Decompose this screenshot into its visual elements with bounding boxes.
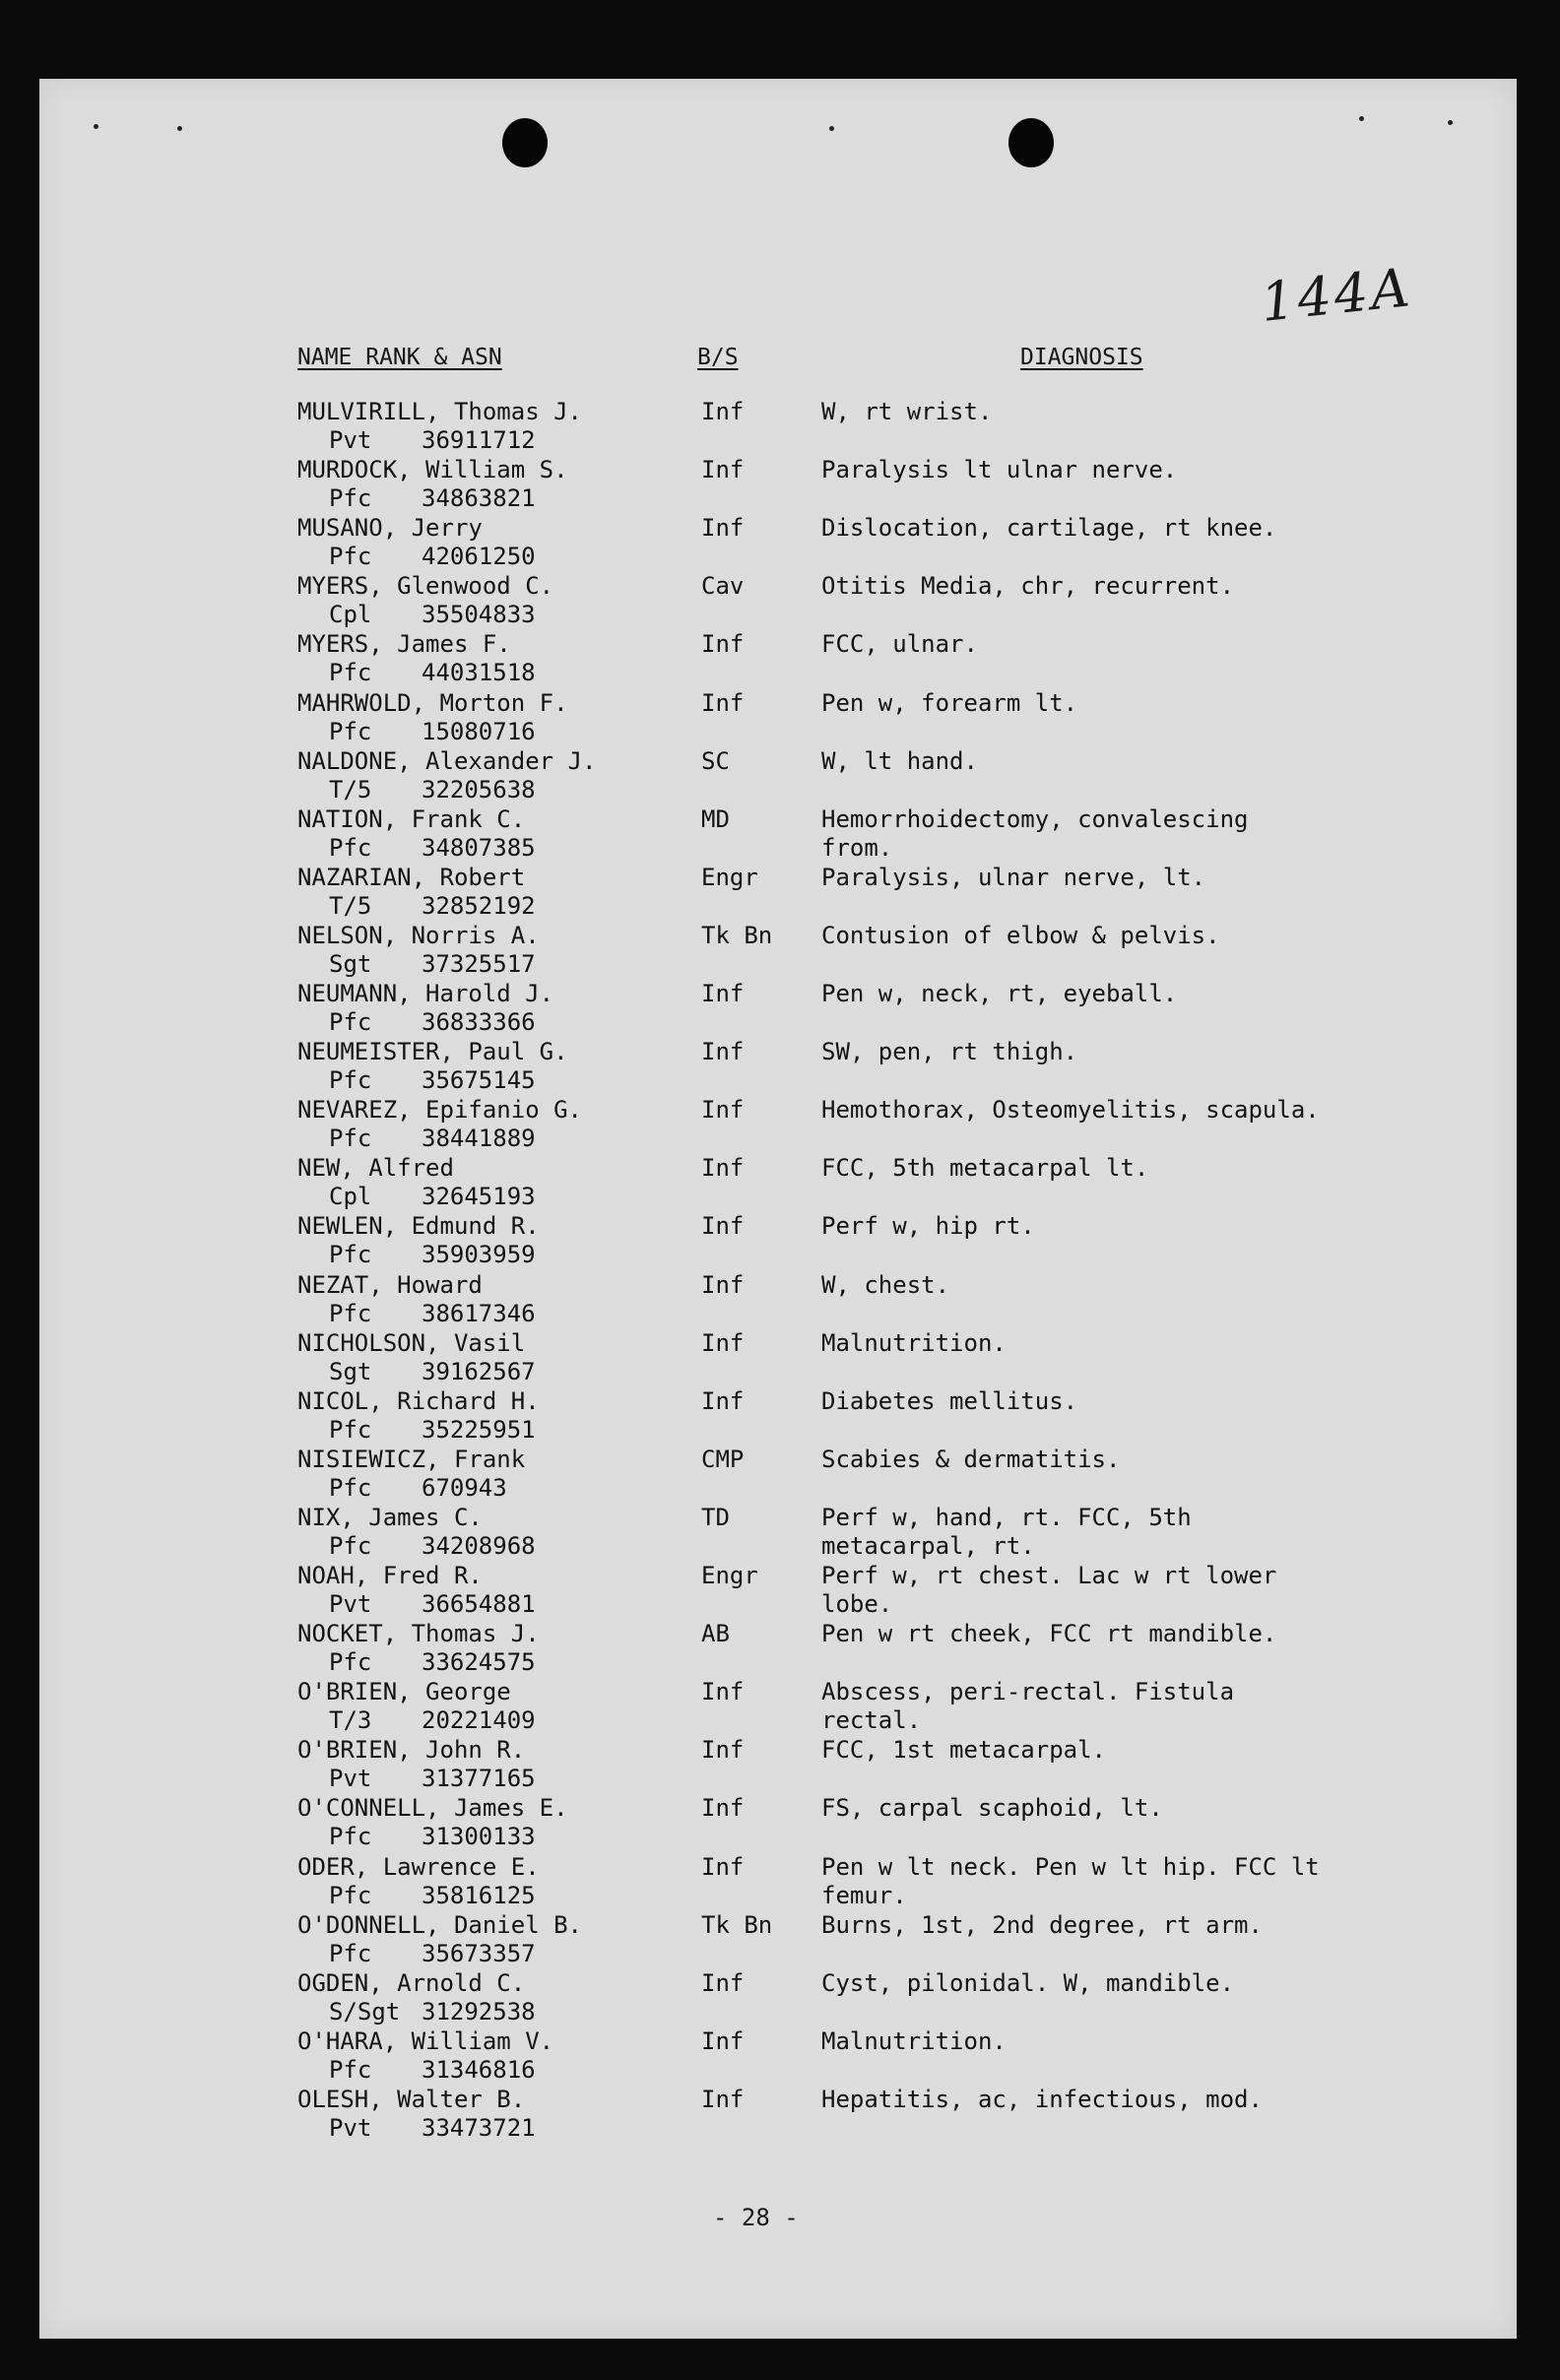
record-row (0, 1446, 1560, 1505)
record-name: NELSON, Norris A. (297, 922, 540, 949)
record-diagnosis: Contusion of elbow & pelvis. (821, 922, 1220, 949)
record-asn: 15080716 (422, 718, 536, 745)
record-row (0, 1911, 1560, 1970)
page-number: - 28 - (713, 2204, 799, 2231)
record-row (0, 1736, 1560, 1795)
record-row (0, 864, 1560, 923)
record-diagnosis: FCC, 1st metacarpal. (821, 1736, 1106, 1764)
header-name-rank-asn: NAME RANK & ASN (297, 345, 502, 370)
record-grade: Pvt (329, 2114, 372, 2142)
record-asn: 36833366 (422, 1008, 536, 1036)
record-name: NEVAREZ, Epifanio G. (297, 1096, 582, 1124)
record-branch: Inf (701, 2086, 745, 2113)
speck (94, 124, 98, 129)
record-asn: 36911712 (422, 426, 536, 454)
record-grade: Pfc (329, 1474, 372, 1502)
record-grade: Pfc (329, 1532, 372, 1560)
record-row (0, 1271, 1560, 1330)
record-diagnosis: Otitis Media, chr, recurrent. (821, 572, 1235, 600)
record-row (0, 2086, 1560, 2145)
record-asn: 33473721 (422, 2114, 536, 2142)
record-name: NAZARIAN, Robert (297, 864, 526, 891)
record-grade: Cpl (329, 1183, 372, 1210)
record-row (0, 1620, 1560, 1679)
record-diagnosis: Pen w, forearm lt. (821, 689, 1078, 717)
record-asn: 39162567 (422, 1358, 536, 1385)
record-grade: Pfc (329, 1940, 372, 1967)
record-row (0, 1562, 1560, 1621)
record-asn: 44031518 (422, 659, 536, 686)
record-diagnosis: SW, pen, rt thigh. (821, 1038, 1078, 1065)
record-row (0, 1329, 1560, 1388)
record-grade: T/3 (329, 1706, 372, 1734)
record-asn: 670943 (422, 1474, 507, 1502)
record-name: MYERS, Glenwood C. (297, 572, 554, 600)
record-name: O'DONNELL, Daniel B. (297, 1911, 582, 1939)
record-row (0, 980, 1560, 1039)
record-row (0, 922, 1560, 981)
record-asn: 38617346 (422, 1300, 536, 1327)
record-name: NICOL, Richard H. (297, 1387, 540, 1415)
record-grade: S/Sgt (329, 1998, 401, 2026)
record-name: O'CONNELL, James E. (297, 1794, 568, 1822)
record-asn: 35675145 (422, 1066, 536, 1094)
record-diagnosis: Burns, 1st, 2nd degree, rt arm. (821, 1911, 1263, 1939)
record-row (0, 630, 1560, 689)
record-branch: Inf (701, 1096, 745, 1124)
record-row (0, 1154, 1560, 1213)
record-name: OGDEN, Arnold C. (297, 1969, 526, 1997)
record-diagnosis: Hemothorax, Osteomyelitis, scapula. (821, 1096, 1320, 1124)
record-row (0, 572, 1560, 631)
record-grade: Pfc (329, 1066, 372, 1094)
record-diagnosis: FCC, ulnar. (821, 630, 978, 658)
record-diagnosis: Abscess, peri-rectal. Fistula rectal. (821, 1678, 1235, 1734)
speck (829, 126, 834, 131)
record-diagnosis: Paralysis, ulnar nerve, lt. (821, 864, 1206, 891)
record-branch: Inf (701, 1329, 745, 1357)
record-grade: Pfc (329, 1823, 372, 1850)
record-grade: Cpl (329, 601, 372, 628)
record-branch: Tk Bn (701, 1911, 773, 1939)
record-grade: Pfc (329, 484, 372, 512)
record-branch: Inf (701, 630, 745, 658)
record-name: MUSANO, Jerry (297, 514, 483, 542)
record-asn: 35816125 (422, 1882, 536, 1909)
record-row (0, 747, 1560, 806)
speck (1359, 116, 1364, 121)
record-branch: Inf (701, 398, 745, 425)
record-row (0, 689, 1560, 748)
record-asn: 42061250 (422, 543, 536, 570)
record-diagnosis: Scabies & dermatitis. (821, 1446, 1121, 1473)
punch-hole-left (502, 118, 548, 167)
record-name: NISIEWICZ, Frank (297, 1446, 526, 1473)
record-diagnosis: Pen w, neck, rt, eyeball. (821, 980, 1178, 1007)
header-diagnosis: DIAGNOSIS (1020, 345, 1143, 370)
record-row (0, 1504, 1560, 1563)
record-branch: Engr (701, 1562, 758, 1589)
record-asn: 34807385 (422, 834, 536, 862)
record-name: NEUMEISTER, Paul G. (297, 1038, 568, 1065)
record-asn: 37325517 (422, 950, 536, 978)
record-branch: MD (701, 805, 730, 833)
record-name: NEW, Alfred (297, 1154, 454, 1182)
record-grade: Pfc (329, 1648, 372, 1676)
record-grade: Pfc (329, 718, 372, 745)
record-diagnosis: Perf w, rt chest. Lac w rt lower lobe. (821, 1562, 1277, 1618)
record-diagnosis: Diabetes mellitus. (821, 1387, 1078, 1415)
record-grade: Pfc (329, 834, 372, 862)
record-branch: Inf (701, 1271, 745, 1299)
record-branch: TD (701, 1504, 730, 1531)
record-row (0, 1038, 1560, 1097)
record-asn: 31346816 (422, 2056, 536, 2084)
record-diagnosis: Pen w rt cheek, FCC rt mandible. (821, 1620, 1277, 1647)
record-asn: 20221409 (422, 1706, 536, 1734)
record-branch: Engr (701, 864, 758, 891)
record-grade: Pvt (329, 1590, 372, 1618)
record-asn: 32205638 (422, 776, 536, 804)
record-diagnosis: W, chest. (821, 1271, 950, 1299)
record-asn: 35225951 (422, 1416, 536, 1444)
record-branch: Inf (701, 2027, 745, 2055)
record-diagnosis: Hepatitis, ac, infectious, mod. (821, 2086, 1263, 2113)
header-branch: B/S (697, 345, 739, 370)
record-diagnosis: Paralysis lt ulnar nerve. (821, 456, 1178, 483)
record-branch: Inf (701, 1387, 745, 1415)
record-grade: Pfc (329, 1125, 372, 1152)
record-grade: Pfc (329, 1008, 372, 1036)
record-branch: Inf (701, 1794, 745, 1822)
speck (1448, 120, 1453, 125)
record-grade: Sgt (329, 1358, 372, 1385)
record-branch: Tk Bn (701, 922, 773, 949)
record-diagnosis: Perf w, hip rt. (821, 1212, 1035, 1240)
speck (177, 126, 182, 131)
record-name: MURDOCK, William S. (297, 456, 568, 483)
record-name: NEZAT, Howard (297, 1271, 483, 1299)
record-asn: 35673357 (422, 1940, 536, 1967)
record-name: NOAH, Fred R. (297, 1562, 483, 1589)
record-grade: T/5 (329, 892, 372, 920)
record-diagnosis: Hemorrhoidectomy, convalescing from. (821, 805, 1249, 862)
record-grade: Pfc (329, 659, 372, 686)
record-name: NATION, Frank C. (297, 805, 526, 833)
record-name: MAHRWOLD, Morton F. (297, 689, 568, 717)
record-grade: T/5 (329, 776, 372, 804)
record-asn: 31300133 (422, 1823, 536, 1850)
record-branch: Inf (701, 689, 745, 717)
record-asn: 34208968 (422, 1532, 536, 1560)
record-diagnosis: Pen w lt neck. Pen w lt hip. FCC lt femur. (821, 1853, 1320, 1909)
record-row (0, 456, 1560, 515)
punch-hole-right (1008, 118, 1054, 167)
record-asn: 32645193 (422, 1183, 536, 1210)
record-row (0, 1096, 1560, 1155)
record-branch: Inf (701, 980, 745, 1007)
record-grade: Pfc (329, 1300, 372, 1327)
record-asn: 35504833 (422, 601, 536, 628)
record-grade: Pfc (329, 543, 372, 570)
record-row (0, 514, 1560, 573)
record-grade: Pfc (329, 1241, 372, 1268)
record-name: NEWLEN, Edmund R. (297, 1212, 540, 1240)
record-branch: Cav (701, 572, 745, 600)
record-name: NOCKET, Thomas J. (297, 1620, 540, 1647)
record-row (0, 1969, 1560, 2028)
record-name: O'BRIEN, John R. (297, 1736, 526, 1764)
record-branch: Inf (701, 1212, 745, 1240)
record-grade: Sgt (329, 950, 372, 978)
record-asn: 34863821 (422, 484, 536, 512)
record-row (0, 1212, 1560, 1271)
record-asn: 38441889 (422, 1125, 536, 1152)
record-name: MYERS, James F. (297, 630, 511, 658)
record-row (0, 805, 1560, 865)
record-grade: Pvt (329, 1765, 372, 1792)
record-name: NIX, James C. (297, 1504, 483, 1531)
record-asn: 35903959 (422, 1241, 536, 1268)
record-branch: SC (701, 747, 730, 775)
record-name: NEUMANN, Harold J. (297, 980, 554, 1007)
record-asn: 31377165 (422, 1765, 536, 1792)
record-branch: CMP (701, 1446, 745, 1473)
record-branch: Inf (701, 456, 745, 483)
record-branch: Inf (701, 1678, 745, 1705)
record-name: OLESH, Walter B. (297, 2086, 526, 2113)
record-name: NALDONE, Alexander J. (297, 747, 597, 775)
record-grade: Pfc (329, 2056, 372, 2084)
record-branch: Inf (701, 1853, 745, 1881)
record-diagnosis: FCC, 5th metacarpal lt. (821, 1154, 1149, 1182)
record-asn: 32852192 (422, 892, 536, 920)
record-branch: Inf (701, 1736, 745, 1764)
record-grade: Pvt (329, 426, 372, 454)
record-name: MULVIRILL, Thomas J. (297, 398, 582, 425)
record-diagnosis: W, lt hand. (821, 747, 978, 775)
record-grade: Pfc (329, 1882, 372, 1909)
record-diagnosis: Malnutrition. (821, 2027, 1007, 2055)
record-row (0, 1853, 1560, 1912)
record-branch: Inf (701, 1154, 745, 1182)
record-name: O'BRIEN, George (297, 1678, 511, 1705)
record-branch: Inf (701, 1969, 745, 1997)
record-name: O'HARA, William V. (297, 2027, 554, 2055)
record-row (0, 2027, 1560, 2087)
record-diagnosis: Dislocation, cartilage, rt knee. (821, 514, 1277, 542)
record-branch: AB (701, 1620, 730, 1647)
record-asn: 31292538 (422, 1998, 536, 2026)
record-branch: Inf (701, 1038, 745, 1065)
record-diagnosis: Perf w, hand, rt. FCC, 5th metacarpal, rt. (821, 1504, 1192, 1560)
record-row (0, 1387, 1560, 1447)
record-row (0, 1794, 1560, 1853)
record-diagnosis: W, rt wrist. (821, 398, 993, 425)
record-name: NICHOLSON, Vasil (297, 1329, 526, 1357)
record-diagnosis: FS, carpal scaphoid, lt. (821, 1794, 1163, 1822)
record-asn: 33624575 (422, 1648, 536, 1676)
record-row (0, 398, 1560, 457)
record-diagnosis: Malnutrition. (821, 1329, 1007, 1357)
record-grade: Pfc (329, 1416, 372, 1444)
handwritten-page-number: 144A (1258, 256, 1415, 334)
record-diagnosis: Cyst, pilonidal. W, mandible. (821, 1969, 1235, 1997)
record-row (0, 1678, 1560, 1737)
record-asn: 36654881 (422, 1590, 536, 1618)
record-name: ODER, Lawrence E. (297, 1853, 540, 1881)
record-branch: Inf (701, 514, 745, 542)
